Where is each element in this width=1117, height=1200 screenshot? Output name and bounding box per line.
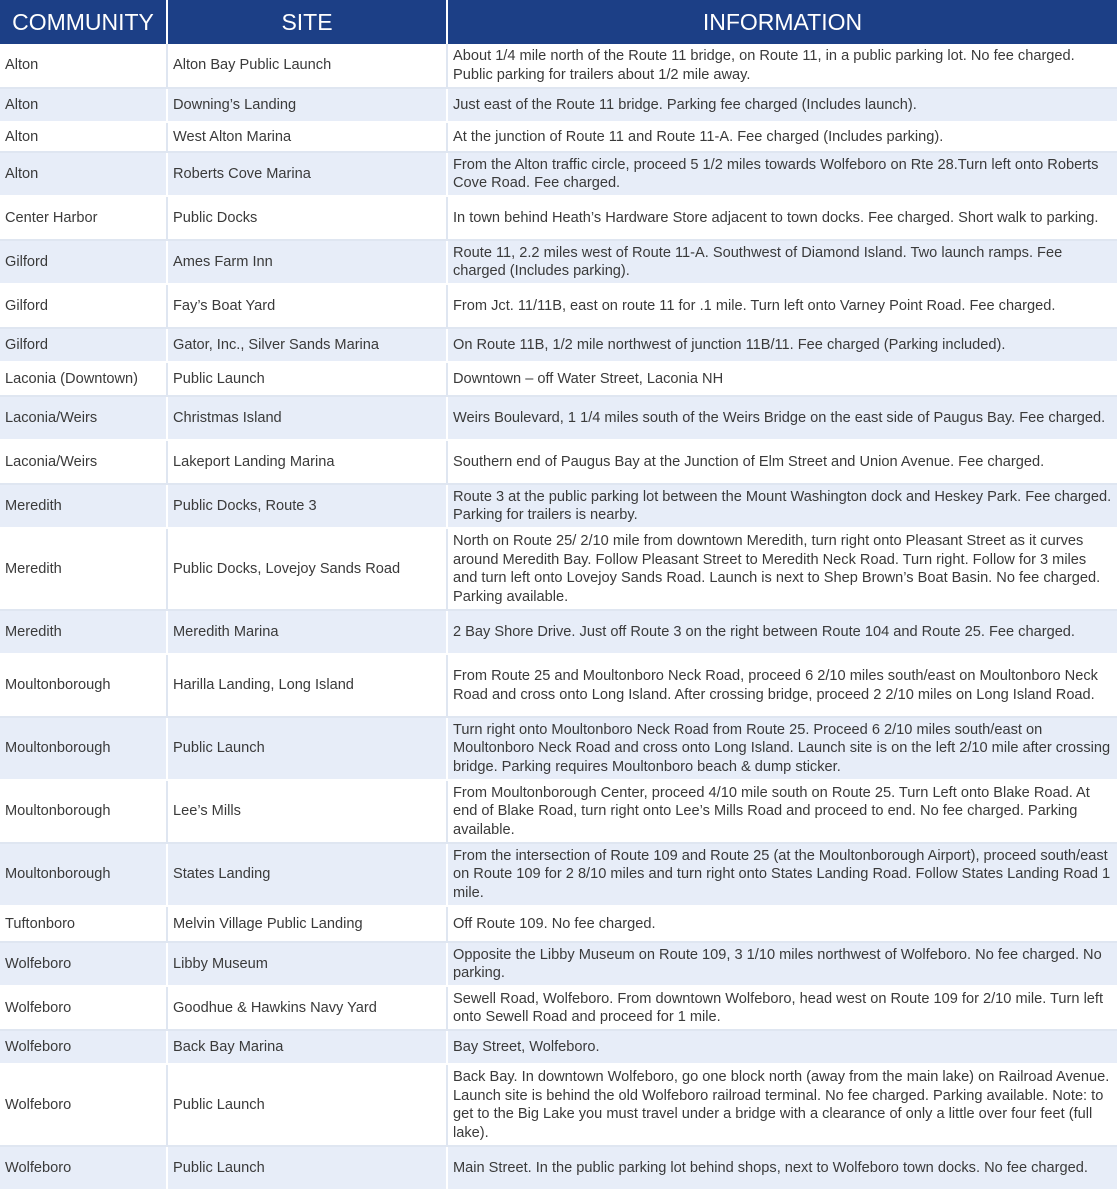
cell-information: Southern end of Paugus Bay at the Junction of Elm Street and Union Avenue. Fee charged. [447,440,1117,484]
cell-site: Lakeport Landing Marina [167,440,447,484]
cell-information: At the junction of Route 11 and Route 11-A. Fee charged (Includes parking). [447,122,1117,152]
cell-community: Tuftonboro [0,906,167,942]
cell-site: Back Bay Marina [167,1030,447,1064]
cell-community: Wolfeboro [0,1030,167,1064]
cell-site: Libby Museum [167,942,447,986]
table-row [0,44,1117,88]
cell-information: Off Route 109. No fee charged. [447,906,1117,942]
cell-information: Main Street. In the public parking lot behind shops, next to Wolfeboro town docks. No fee charged. [447,1146,1117,1190]
table-row [0,362,1117,396]
cell-information: Route 11, 2.2 miles west of Route 11-A. Southwest of Diamond Island. Two launch ramps. Fee charged (Includes parking). [447,240,1117,284]
cell-site: Alton Bay Public Launch [167,44,447,88]
cell-community: Alton [0,44,167,88]
cell-site: Gator, Inc., Silver Sands Marina [167,328,447,362]
cell-site: Public Launch [167,1146,447,1190]
cell-information: Bay Street, Wolfeboro. [447,1030,1117,1064]
table-row [0,396,1117,440]
cell-information: From Jct. 11/11B, east on route 11 for .1 mile. Turn left onto Varney Point Road. Fee charged. [447,284,1117,328]
cell-site: Public Docks, Lovejoy Sands Road [167,528,447,610]
cell-community: Alton [0,152,167,196]
cell-site: Public Docks [167,196,447,240]
cell-information: Downtown – off Water Street, Laconia NH [447,362,1117,396]
cell-information: From Moultonborough Center, proceed 4/10 mile south on Route 25. Turn Left onto Blake Road. At end of Blake Road, turn right onto Lee’s Mills Road and proceed to end. No fee charged. Parking available. [447,780,1117,843]
table-header [0,0,1117,44]
cell-community: Gilford [0,284,167,328]
header-community: COMMUNITY [0,0,167,44]
cell-site: Downing’s Landing [167,88,447,122]
cell-information: 2 Bay Shore Drive. Just off Route 3 on the right between Route 104 and Route 25. Fee charged. [447,610,1117,654]
header-site: SITE [167,0,447,44]
table-row [0,1064,1117,1146]
table-row [0,942,1117,986]
cell-community: Laconia (Downtown) [0,362,167,396]
cell-information: From Route 25 and Moultonboro Neck Road, proceed 6 2/10 miles south/east on Moultonboro Neck Road and cross onto Long Island. After crossing bridge, proceed 2 2/10 miles on Long Island Road. [447,654,1117,717]
cell-information: North on Route 25/ 2/10 mile from downtown Meredith, turn right onto Pleasant Street as it curves around Meredith Bay. Follow Pleasant Street to Meredith Neck Road. Turn right. Follow for 3 miles and turn left onto Lovejoy Sands Road. Launch is next to Shep Brown’s Boat Basin. No fee charged. Parking available. [447,528,1117,610]
table-row [0,196,1117,240]
cell-community: Gilford [0,328,167,362]
cell-site: Public Launch [167,717,447,780]
cell-information: From the Alton traffic circle, proceed 5 1/2 miles towards Wolfeboro on Rte 28.Turn left onto Roberts Cove Road. Fee charged. [447,152,1117,196]
cell-information: On Route 11B, 1/2 mile northwest of junction 11B/11. Fee charged (Parking included). [447,328,1117,362]
cell-community: Wolfeboro [0,1146,167,1190]
cell-site: Goodhue & Hawkins Navy Yard [167,986,447,1030]
table-row [0,328,1117,362]
table-row [0,986,1117,1030]
table-row [0,440,1117,484]
cell-information: Opposite the Libby Museum on Route 109, 3 1/10 miles northwest of Wolfeboro. No fee charged. No parking. [447,942,1117,986]
cell-community: Wolfeboro [0,986,167,1030]
table-body [0,44,1117,1190]
cell-information: In town behind Heath’s Hardware Store adjacent to town docks. Fee charged. Short walk to parking. [447,196,1117,240]
cell-site: Public Launch [167,1064,447,1146]
header-information: INFORMATION [447,0,1117,44]
header-row [0,0,1117,44]
cell-site: Harilla Landing, Long Island [167,654,447,717]
table-row [0,484,1117,528]
table-row [0,528,1117,610]
table-row [0,654,1117,717]
cell-community: Alton [0,88,167,122]
cell-community: Wolfeboro [0,1064,167,1146]
cell-community: Moultonborough [0,843,167,906]
table-row [0,88,1117,122]
cell-site: Public Docks, Route 3 [167,484,447,528]
cell-information: Turn right onto Moultonboro Neck Road from Route 25. Proceed 6 2/10 miles south/east on Moultonboro Neck Road and cross onto Long Island. Launch site is on the left 2/10 mile after crossing bridge. Parking requires Moultonboro beach & dump sticker. [447,717,1117,780]
cell-community: Moultonborough [0,654,167,717]
cell-information: Weirs Boulevard, 1 1/4 miles south of the Weirs Bridge on the east side of Paugus Bay. Fee charged. [447,396,1117,440]
cell-site: Roberts Cove Marina [167,152,447,196]
cell-community: Laconia/Weirs [0,396,167,440]
cell-site: Melvin Village Public Landing [167,906,447,942]
cell-site: Fay’s Boat Yard [167,284,447,328]
table-row [0,152,1117,196]
table-row [0,122,1117,152]
table-row [0,284,1117,328]
cell-information: Back Bay. In downtown Wolfeboro, go one block north (away from the main lake) on Railroad Avenue. Launch site is behind the old Wolfeboro railroad terminal. No fee charged. Parking available. Note: to get to the Big Lake you must travel under a bridge with a clearance of only a little over four feet (full lake). [447,1064,1117,1146]
cell-information: Just east of the Route 11 bridge. Parking fee charged (Includes launch). [447,88,1117,122]
table-row [0,843,1117,906]
cell-information: Route 3 at the public parking lot between the Mount Washington dock and Heskey Park. Fee charged. Parking for trailers is nearby. [447,484,1117,528]
table-row [0,780,1117,843]
cell-site: West Alton Marina [167,122,447,152]
table-row [0,717,1117,780]
cell-community: Moultonborough [0,717,167,780]
cell-community: Alton [0,122,167,152]
cell-information: From the intersection of Route 109 and Route 25 (at the Moultonborough Airport), proceed south/east on Route 109 for 2 8/10 miles and turn right onto States Landing Road. Follow States Landing Road 1 mile. [447,843,1117,906]
cell-community: Wolfeboro [0,942,167,986]
cell-site: Lee’s Mills [167,780,447,843]
cell-community: Meredith [0,528,167,610]
cell-site: States Landing [167,843,447,906]
table-row [0,1030,1117,1064]
cell-site: Meredith Marina [167,610,447,654]
cell-community: Meredith [0,484,167,528]
cell-community: Center Harbor [0,196,167,240]
cell-site: Ames Farm Inn [167,240,447,284]
cell-community: Meredith [0,610,167,654]
cell-community: Moultonborough [0,780,167,843]
cell-information: Sewell Road, Wolfeboro. From downtown Wolfeboro, head west on Route 109 for 2/10 mile. Turn left onto Sewell Road and proceed for 1 mile. [447,986,1117,1030]
table-row [0,1146,1117,1190]
table-row [0,906,1117,942]
cell-site: Christmas Island [167,396,447,440]
cell-information: About 1/4 mile north of the Route 11 bridge, on Route 11, in a public parking lot. No fee charged. Public parking for trailers about 1/2 mile away. [447,44,1117,88]
table-row [0,610,1117,654]
table-row [0,240,1117,284]
cell-site: Public Launch [167,362,447,396]
cell-community: Gilford [0,240,167,284]
cell-community: Laconia/Weirs [0,440,167,484]
